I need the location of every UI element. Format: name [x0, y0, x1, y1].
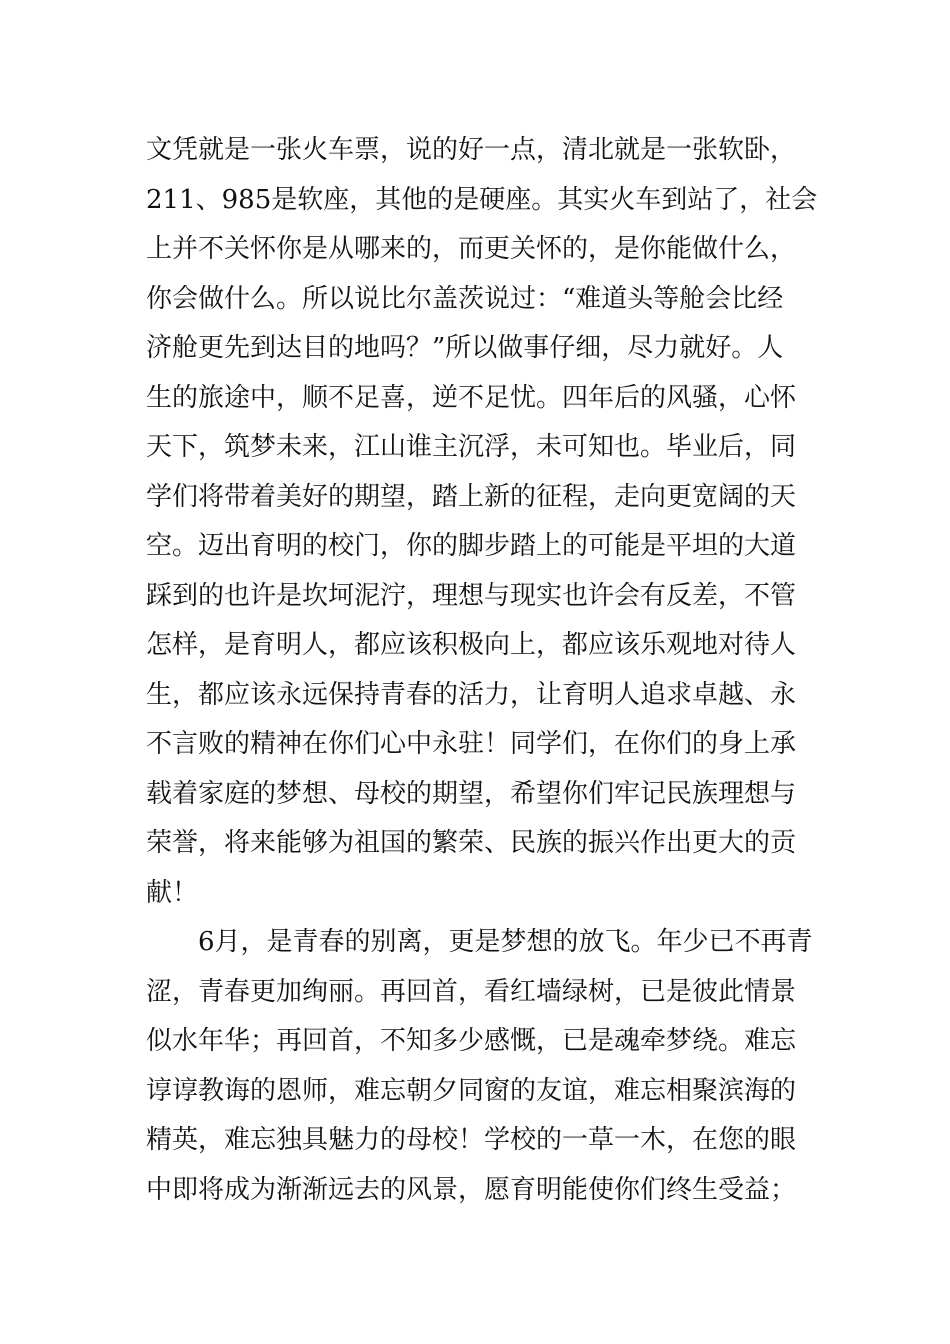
text-line: 生的旅途中，顺不足喜，逆不足忧。四年后的风骚，心怀	[146, 382, 797, 413]
text-line: 天下，筑梦未来，江山谁主沉浮，未可知也。毕业后，同	[146, 432, 797, 462]
text-line: 谆谆教诲的恩师，难忘朝夕同窗的友谊，难忘相聚滨海的	[146, 1075, 797, 1106]
text-line: 学们将带着美好的期望，踏上新的征程，走向更宽阔的天	[146, 481, 797, 512]
text-line: 载着家庭的梦想、母校的期望，希望你们牢记民族理想与	[146, 778, 797, 809]
text-line: 怎样，是育明人，都应该积极向上，都应该乐观地对待人	[146, 630, 797, 660]
text-line: 精英，难忘独具魅力的母校！学校的一草一木，在您的眼	[146, 1125, 797, 1155]
text-line: 似水年华；再回首，不知多少感慨，已是魂牵梦绕。难忘	[146, 1026, 797, 1056]
text-line: 踩到的也许是坎坷泥泞，理想与现实也许会有反差，不管	[146, 580, 797, 611]
text-line: 211、985是软座，其他的是硬座。其实火车到站了，社会	[146, 184, 818, 215]
text-line: 献！	[146, 877, 199, 908]
text-line: 涩，青春更加绚丽。再回首，看红墙绿树，已是彼此情景	[146, 976, 797, 1007]
paragraph-first-line: 6月，是青春的别离，更是梦想的放飞。年少已不再青	[198, 927, 813, 957]
text-line: 上并不关怀你是从哪来的，而更关怀的，是你能做什么，	[146, 234, 797, 264]
body-text	[146, 126, 826, 1215]
text-line: 生，都应该永远保持青春的活力，让育明人追求卓越、永	[146, 679, 797, 710]
text-line: 你会做什么。所以说比尔盖茨说过：“难道头等舱会比经	[146, 283, 784, 314]
text-line: 济舱更先到达目的地吗？”所以做事仔细，尽力就好。人	[146, 333, 784, 363]
text-line: 中即将成为渐渐远去的风景，愿育明能使你们终生受益；	[146, 1174, 797, 1205]
text-line: 荣誉，将来能够为祖国的繁荣、民族的振兴作出更大的贡	[146, 828, 797, 858]
text-line: 不言败的精神在你们心中永驻！同学们，在你们的身上承	[146, 729, 797, 759]
text-line: 文凭就是一张火车票，说的好一点，清北就是一张软卧，	[146, 135, 797, 165]
text-line: 空。迈出育明的校门，你的脚步踏上的可能是平坦的大道	[146, 531, 797, 561]
